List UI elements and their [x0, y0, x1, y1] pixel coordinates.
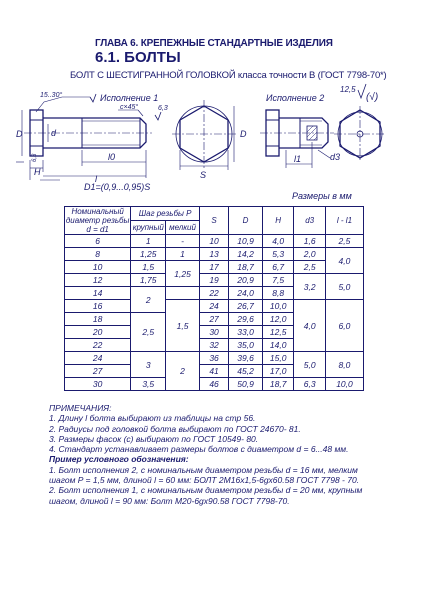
header-pitch: Шаг резьбы P: [131, 207, 200, 221]
header-S: S: [199, 207, 228, 235]
cell-coarse: 3: [131, 352, 166, 378]
header-D: D: [229, 207, 263, 235]
example-title: Пример условного обозначения:: [49, 454, 189, 465]
cell-l: 4,0: [325, 248, 363, 274]
cell-S: 19: [199, 274, 228, 287]
cell-D: 35,0: [229, 339, 263, 352]
cell-d3: 1,6: [294, 235, 326, 248]
cell-H: 8,8: [262, 287, 294, 300]
cell-D: 45,2: [229, 365, 263, 378]
cell-coarse: 1,5: [131, 261, 166, 274]
formula-d1: D1=(0,9...0,95)S: [84, 182, 151, 192]
cell-D: 39,6: [229, 352, 263, 365]
cell-fine: 1: [166, 248, 200, 261]
cell-l: 6,0: [325, 300, 363, 352]
cell-fine: 1,25: [166, 261, 200, 287]
cell-D: 33,0: [229, 326, 263, 339]
notes-title: ПРИМЕЧАНИЯ:: [49, 403, 112, 413]
cell-d: 12: [65, 274, 131, 287]
header-d3: d3: [294, 207, 326, 235]
cell-l: 2,5: [325, 235, 363, 248]
cell-l: 10,0: [325, 378, 363, 391]
bolt-head-view-2: [334, 106, 386, 162]
label-angle: 15..30°: [40, 92, 63, 99]
cell-d3: 6,3: [294, 378, 326, 391]
cell-coarse: 1,25: [131, 248, 166, 261]
cell-l: 8,0: [325, 352, 363, 378]
cell-d: 24: [65, 352, 131, 365]
cell-H: 10,0: [262, 300, 294, 313]
table-row: [65, 261, 364, 274]
cell-S: 17: [199, 261, 228, 274]
cell-S: 27: [199, 313, 228, 326]
label-roughness-check: (√): [366, 92, 379, 103]
bolt-head-view-1: [172, 100, 236, 170]
label-roughness-1: 6,3: [158, 105, 168, 112]
cell-d: 20: [65, 326, 131, 339]
cell-l: 5,0: [325, 274, 363, 300]
cell-d: 6: [65, 235, 131, 248]
roughness-sign: [358, 84, 366, 98]
example-1: 1. Болт исполнения 2, с номинальным диаметром резьбы d = 16 мм, мелким шагом P = 1,5 мм, длиной l = 60 мм: БОЛТ 2М16х1,5-6gх60.58 ГОСТ 7798 - 70.: [49, 464, 360, 486]
cell-D: 18,7: [229, 261, 263, 274]
cell-d: 30: [65, 378, 131, 391]
cell-d: 14: [65, 287, 131, 300]
cell-fine: 2: [166, 352, 200, 391]
label-chamfer: c×45°: [120, 104, 139, 111]
example-2: 2. Болт исполнения 1, с номинальным диаметром резьбы d = 20 мм, крупным шагом, длиной l = 90 мм: Болт М20-6gх90.58 ГОСТ 7798-70.: [49, 485, 363, 506]
cell-D: 10,9: [229, 235, 263, 248]
label-dim-S: S: [200, 170, 207, 180]
notes-list: [49, 413, 379, 454]
cell-d3: 3,2: [294, 274, 326, 300]
cell-d: 8: [65, 248, 131, 261]
cell-H: 6,7: [262, 261, 294, 274]
cell-coarse: 2,5: [131, 313, 166, 352]
note-item: 3. Размеры фасок (с) выбирают по ГОСТ 10549- 80.: [49, 433, 259, 444]
header-fine: мелкий: [166, 221, 200, 235]
note-item: 4. Стандарт устанавливает размеры болтов с диаметром d = 6...48 мм.: [49, 444, 349, 455]
notes-block: [49, 403, 379, 506]
cell-H: 5,3: [262, 248, 294, 261]
cell-H: 12,0: [262, 313, 294, 326]
cell-coarse: 1: [131, 235, 166, 248]
label-dim-l0: l0: [108, 152, 116, 162]
label-dim-d3: d3: [330, 152, 341, 162]
cell-H: 18,7: [262, 378, 294, 391]
table-row: [65, 300, 364, 313]
cell-d3: 5,0: [294, 352, 326, 378]
cell-D: 24,0: [229, 287, 263, 300]
cell-H: 17,0: [262, 365, 294, 378]
note-item: 1. Длину l болта выбирают из таблицы на стр 56.: [49, 413, 256, 424]
cell-S: 41: [199, 365, 228, 378]
cell-S: 22: [199, 287, 228, 300]
cell-S: 30: [199, 326, 228, 339]
cell-D: 26,7: [229, 300, 263, 313]
cell-H: 14,0: [262, 339, 294, 352]
standard-subtitle: БОЛТ С ШЕСТИГРАННОЙ ГОЛОВКОЙ класса точности В (ГОСТ 7798-70*): [70, 70, 387, 81]
header-l-l1: l - l1: [325, 207, 363, 235]
label-dim-D-left: D: [16, 129, 23, 139]
label-dim-d: d: [51, 128, 57, 138]
header-nominal: Номинальный диаметр резьбы d = d1: [65, 207, 130, 234]
table-row: [65, 235, 364, 248]
label-version-2: Исполнение 2: [266, 93, 325, 103]
cell-d: 22: [65, 339, 131, 352]
cell-d3: 2,0: [294, 248, 326, 261]
table-row: [65, 274, 364, 287]
label-roughness-2: 12,5: [340, 85, 356, 94]
cell-S: 24: [199, 300, 228, 313]
cell-fine: [166, 287, 200, 300]
label-dim-63: 6,3: [32, 153, 38, 162]
cell-H: 12,5: [262, 326, 294, 339]
label-dim-H: H: [34, 167, 41, 177]
cell-D: 50,9: [229, 378, 263, 391]
cell-S: 46: [199, 378, 228, 391]
label-version-1: Исполнение 1: [100, 93, 159, 103]
cell-d: 10: [65, 261, 131, 274]
units-note: Размеры в мм: [292, 191, 352, 201]
cell-H: 4,0: [262, 235, 294, 248]
cell-fine: -: [166, 235, 200, 248]
bolt-drawing: [0, 0, 424, 200]
cell-d: 27: [65, 365, 131, 378]
cell-d: 18: [65, 313, 131, 326]
table-row: [65, 378, 364, 391]
cell-S: 13: [199, 248, 228, 261]
cell-coarse: 3,5: [131, 378, 166, 391]
header-H: H: [262, 207, 294, 235]
cell-D: 14,2: [229, 248, 263, 261]
header-coarse: крупный: [131, 221, 166, 235]
cell-S: 32: [199, 339, 228, 352]
cell-d: 16: [65, 300, 131, 313]
bolt-dimensions-table: [64, 206, 364, 391]
cell-H: 7,5: [262, 274, 294, 287]
cell-H: 15,0: [262, 352, 294, 365]
chapter-title: ГЛАВА 6. КРЕПЕЖНЫЕ СТАНДАРТНЫЕ ИЗДЕЛИЯ: [95, 38, 333, 49]
cell-D: 20,9: [229, 274, 263, 287]
cell-d3: 4,0: [294, 300, 326, 352]
label-dim-D: D: [240, 129, 247, 139]
table-row: [65, 352, 364, 365]
label-dim-l1: l1: [294, 154, 302, 164]
cell-S: 36: [199, 352, 228, 365]
table-row: [65, 248, 364, 261]
section-title: 6.1. БОЛТЫ: [95, 49, 181, 66]
cell-coarse: 2: [131, 287, 166, 313]
cell-D: 29,6: [229, 313, 263, 326]
cell-S: 10: [199, 235, 228, 248]
cell-d3: 2,5: [294, 261, 326, 274]
cell-fine: 1,5: [166, 300, 200, 352]
note-item: 2. Радиусы под головкой болта выбирают по ГОСТ 24670- 81.: [49, 423, 301, 434]
label-dim-l: l: [95, 174, 97, 184]
cell-coarse: 1,75: [131, 274, 166, 287]
